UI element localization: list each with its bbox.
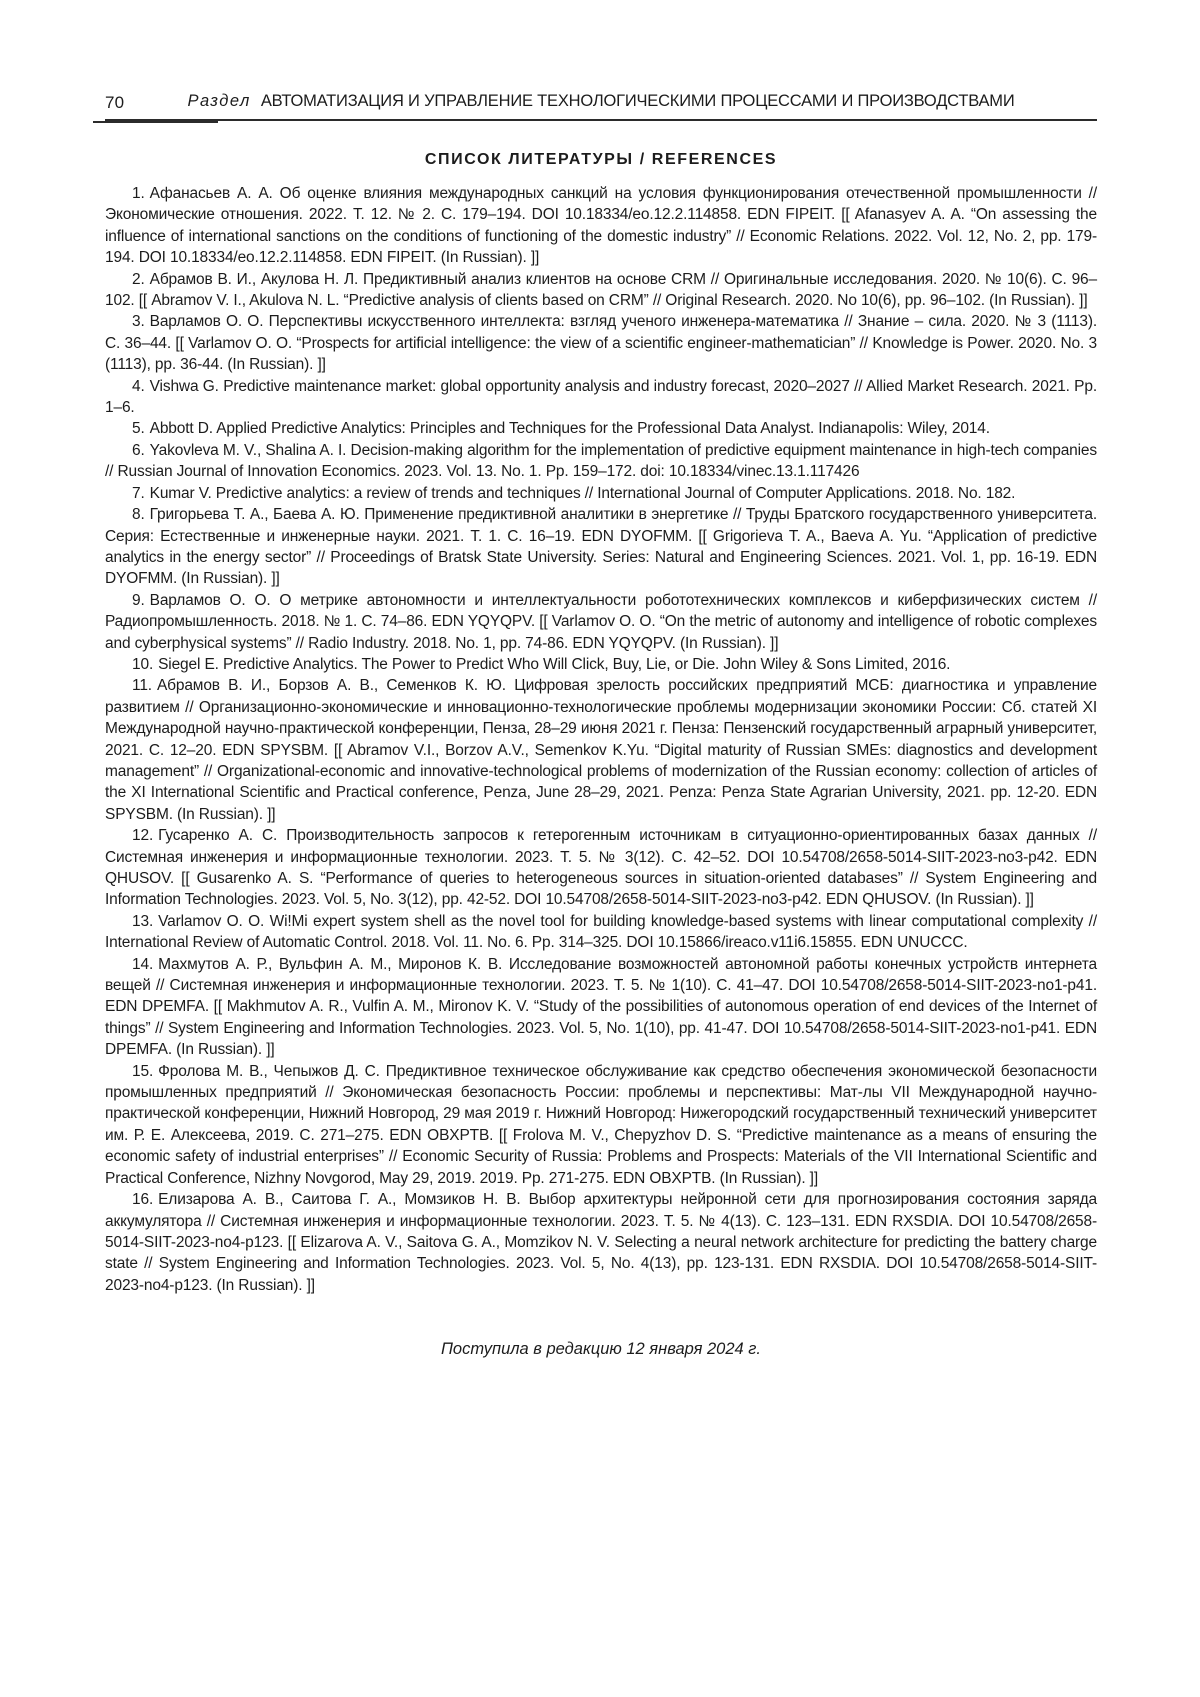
reference-text: Гусаренко А. С. Производительность запросов к гетерогенным источникам в ситуационно-ориентированных базах данных // Системная инженерия и информационные технологии. 2023. Т. 5. № 3(12). С. 42–52. DOI 10.54708/2658-5014-SIIT-2023-no3-p42. EDN QHUSOV. [[ Gusarenko A. S. “Performance of queries to heterogeneous sources in situation-oriented databases” // System Engineering and Information Technologies. 2023. Vol. 5, No. 3(12), pp. 42-52. DOI 10.54708/2658-5014-SIIT-2023-no3-p42. EDN QHUSOV. (In Russian). ]] <box>105 827 1097 909</box>
reference-item <box>105 825 1097 911</box>
reference-number: 9. <box>132 591 145 609</box>
reference-item <box>105 483 1097 504</box>
reference-item <box>105 504 1097 590</box>
reference-number: 14. <box>132 955 154 973</box>
page-number: 70 <box>105 93 125 112</box>
reference-text: Махмутов А. Р., Вульфин А. М., Миронов К. В. Исследование возможностей автономной работы конечных устройств интернета вещей // Системная инженерия и информационные технологии. 2023. Т. 5. № 1(10). С. 41–47. DOI 10.54708/2658-5014-SIIT-2023-no1-p41. EDN DPEMFA. [[ Makhmutov A. R., Vulfin A. M., Mironov K. V. “Study of the possibilities of autonomous operation of end devices of the Internet of things” // System Engineering and Information Technologies. 2023. Vol. 5, No. 1(10), pp. 41-47. DOI 10.54708/2658-5014-SIIT-2023-no1-p41. EDN DPEMFA. (In Russian). ]] <box>105 955 1097 1059</box>
reference-item <box>105 376 1097 419</box>
reference-number: 15. <box>132 1062 154 1080</box>
reference-number: 4. <box>132 377 145 395</box>
reference-item <box>105 654 1097 675</box>
reference-number: 5. <box>132 420 145 438</box>
reference-text: Абрамов В. И., Борзов А. В., Семенков К. Ю. Цифровая зрелость российских предприятий МСБ: диагностика и управление развитием // Организационно-экономические и инновационно-технологические проблемы модернизации экономики России: Сб. статей XI Международной научно-практической конференции, Пенза, 28–29 июня 2021 г. Пенза: Пензенский государственный аграрный университет, 2021. С. 12–20. EDN SPYSBM. [[ Abramov V.I., Borzov A.V., Semenkov K.Yu. “Digital maturity of Russian SMEs: diagnostics and development management” // Organizational-economic and innovative-technological problems of modernization of the Russian economy: collection of articles of the XI International Scientific and Practical conference, Penza, June 28–29, 2021. Penza: Penza State Agrarian University, 2021. pp. 12-20. EDN SPYSBM. (In Russian). ]] <box>105 677 1097 823</box>
references-list <box>105 183 1097 1296</box>
running-header <box>105 92 1097 121</box>
reference-text: Григорьева Т. А., Баева А. Ю. Применение предиктивной аналитики в энергетике // Труды Братского государственного университета. Серия: Естественные и инженерные науки. 2021. Т. 1. С. 16–19. EDN DYOFMM. [[ Grigorieva T. A., Baeva A. Yu. “Application of predictive analytics in the energy sector” // Proceedings of Bratsk State University. Series: Natural and Engineering Sciences. 2021. Vol. 1, pp. 16-19. EDN DYOFMM. (In Russian). ]] <box>105 506 1097 588</box>
reference-item <box>105 1189 1097 1296</box>
page-content <box>105 92 1097 1376</box>
reference-text: Varlamov O. O. Wi!Mi expert system shell as the novel tool for building knowledge-based systems with linear computational complexity // International Review of Automatic Control. 2018. Vol. 11. No. 6. Pp. 314–325. DOI 10.15866/ireaco.v11i6.15855. EDN UNUCCC. <box>105 912 1097 952</box>
reference-number: 7. <box>132 484 145 502</box>
reference-item <box>105 269 1097 312</box>
reference-item <box>105 440 1097 483</box>
reference-number: 11. <box>132 677 152 695</box>
reference-number: 1. <box>132 185 145 202</box>
reference-text: Siegel E. Predictive Analytics. The Power to Predict Who Will Click, Buy, Lie, or Die. John Wiley & Sons Limited, 2016. <box>158 655 951 673</box>
reference-number: 2. <box>132 270 145 288</box>
running-head-title: АВТОМАТИЗАЦИЯ И УПРАВЛЕНИЕ ТЕХНОЛОГИЧЕСКИМИ ПРОЦЕССАМИ И ПРОИЗВОДСТВАМИ <box>260 92 1015 110</box>
reference-item <box>105 590 1097 654</box>
reference-item <box>105 183 1097 269</box>
reference-number: 10. <box>132 655 154 673</box>
reference-number: 8. <box>132 506 145 524</box>
reference-text: Yakovleva M. V., Shalina A. I. Decision-making algorithm for the implementation of predictive equipment maintenance in high-tech companies // Russian Journal of Innovation Economics. 2023. Vol. 13. No. 1. Pp. 159–172. doi: 10.18334/vinec.13.1.117426 <box>105 441 1097 481</box>
reference-text: Абрамов В. И., Акулова Н. Л. Предиктивный анализ клиентов на основе CRM // Оригинальные исследования. 2020. № 10(6). С. 96–102. [[ Abramov V. I., Akulova N. L. “Predictive analysis of clients based on CRM” // Original Research. 2020. No 10(6), pp. 96–102. (In Russian). ]] <box>105 270 1097 310</box>
reference-item <box>105 311 1097 375</box>
reference-item <box>105 954 1097 1061</box>
reference-item <box>105 418 1097 439</box>
running-head-label: Раздел <box>187 92 251 110</box>
reference-text: Kumar V. Predictive analytics: a review of trends and techniques // International Journal of Computer Applications. 2018. No. 182. <box>149 484 1016 502</box>
running-head <box>105 92 1097 111</box>
reference-number: 12. <box>132 827 154 845</box>
reference-text: Варламов О. О. Перспективы искусственного интеллекта: взгляд ученого инженера-математика // Знание – сила. 2020. № 3 (1113). С. 36–44. [[ Varlamov O. O. “Prospects for artificial intelligence: the view of a scientific engineer-mathematician” // Knowledge is Power. 2020. No. 3 (1113), pp. 36-44. (In Russian). ]] <box>105 313 1097 374</box>
reference-item <box>105 675 1097 825</box>
reference-text: Афанасьев А. А. Об оценке влияния международных санкций на условия функционирования отечественной промышленности // Экономические отношения. 2022. Т. 12. № 2. С. 179–194. DOI 10.18334/eo.12.2.114858. EDN FIPEIT. [[ Afanasyev A. A. “On assessing the influence of international sanctions on the conditions of functioning of the domestic industry” // Economic Relations. 2022. Vol. 12, No. 2, pp. 179-194. DOI 10.18334/eo.12.2.114858. EDN FIPEIT. (In Russian). ]] <box>105 185 1097 267</box>
reference-text: Vishwa G. Predictive maintenance market: global opportunity analysis and industry forecast, 2020–2027 // Allied Market Research. 2021. Pp. 1–6. <box>105 377 1097 417</box>
reference-text: Abbott D. Applied Predictive Analytics: Principles and Techniques for the Professional Data Analyst. Indianapolis: Wiley, 2014. <box>149 420 990 438</box>
received-note: Поступила в редакцию 12 января 2024 г. <box>440 1340 762 1359</box>
reference-text: Фролова М. В., Чепыжов Д. С. Предиктивное техническое обслуживание как средство обеспечения экономической безопасности промышленных предприятий // Экономическая безопасность России: проблемы и перспективы: Мат-лы VII Международной научно-практической конференции, Нижний Новгород, 29 мая 2019 г. Нижний Новгород: Нижегородский государственный технический университет им. Р. Е. Алексеева, 2019. С. 271–275. EDN OBXPTB. [[ Frolova M. V., Chepyzhov D. S. “Predictive maintenance as a means of ensuring the economic safety of industrial enterprises” // Economic Security of Russia: Problems and Prospects: Materials of the VII International Scientific and Practical Conference, Nizhny Novgorod, May 29, 2019. 2019. Pp. 271-275. EDN OBXPTB. (In Russian). ]] <box>105 1062 1097 1187</box>
reference-text: Елизарова А. В., Саитова Г. А., Момзиков Н. В. Выбор архитектуры нейронной сети для прогнозирования состояния заряда аккумулятора // Системная инженерия и информационные технологии. 2023. Т. 5. № 4(13). С. 123–131. EDN RXSDIA. DOI 10.54708/2658-5014-SIIT-2023-no4-p123. [[ Elizarova A. V., Saitova G. A., Momzikov N. V. Selecting a neural network architecture for predicting the battery charge state // System Engineering and Information Technologies. 2023. Vol. 5, No. 4(13), pp. 123-131. EDN RXSDIA. DOI 10.54708/2658-5014-SIIT-2023-no4-p123. (In Russian). ]] <box>105 1191 1097 1294</box>
reference-number: 6. <box>132 441 145 459</box>
reference-item <box>105 1061 1097 1189</box>
references-heading: СПИСОК ЛИТЕРАТУРЫ / REFERENCES <box>424 151 778 168</box>
reference-text: Варламов О. О. О метрике автономности и интеллектуальности робототехнических комплексов и киберфизических систем // Радиопромышленность. 2018. № 1. С. 74–86. EDN YQYQPV. [[ Varlamov O. O. “On the metric of autonomy and intelligence of robotic complexes and cyberphysical systems” // Radio Industry. 2018. No. 1, pp. 74-86. EDN YQYQPV. (In Russian). ]] <box>105 591 1097 652</box>
page-number-rule <box>93 121 218 123</box>
reference-number: 3. <box>132 313 145 331</box>
reference-number: 13. <box>132 912 154 930</box>
reference-number: 16. <box>132 1191 154 1209</box>
reference-item <box>105 911 1097 954</box>
